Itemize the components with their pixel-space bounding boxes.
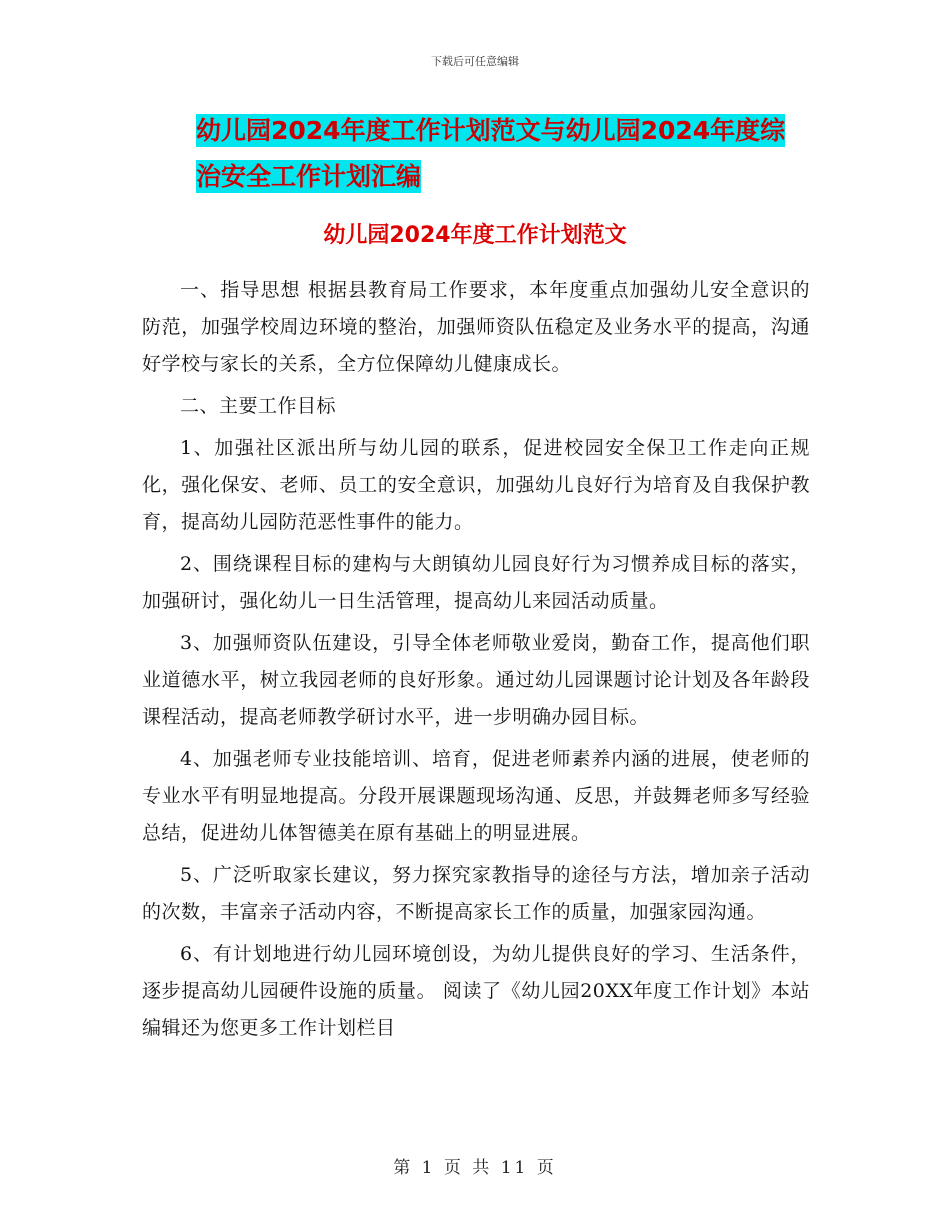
paragraph-goal-1: 1、加强社区派出所与幼儿园的联系，促进校园安全保卫工作走向正规化，强化保安、老师、员工的安全意识，加强幼儿良好行为培育及自我保护教育，提高幼儿园防范恶性事件的能力。	[142, 437, 810, 533]
document-title-text: 幼儿园2024年度工作计划范文与幼儿园2024年度综治安全工作计划汇编	[196, 116, 786, 191]
document-title	[196, 108, 806, 200]
paragraph-goal-2: 2、围绕课程目标的建构与大朗镇幼儿园良好行为习惯养成目标的落实，加强研讨，强化幼儿一日生活管理，提高幼儿来园活动质量。	[142, 553, 810, 612]
paragraph-goal-4: 4、加强老师专业技能培训、培育，促进老师素养内涵的进展，使老师的专业水平有明显地提高。分段开展课题现场沟通、反思，并鼓舞老师多写经验总结，促进幼儿体智德美在原有基础上的明显进展。	[142, 748, 810, 844]
section-title: 幼儿园2024年度工作计划范文	[323, 223, 627, 248]
page-footer: 第 1 页 共 11 页	[393, 1158, 557, 1178]
paragraph-guiding-ideology: 一、指导思想 根据县教育局工作要求，本年度重点加强幼儿安全意识的防范，加强学校周边环境的整治，加强师资队伍稳定及业务水平的提高，沟通好学校与家长的关系，全方位保障幼儿健康成长。	[142, 279, 810, 375]
header-note: 下载后可任意编辑	[431, 55, 519, 68]
paragraph-goal-5: 5、广泛听取家长建议，努力探究家教指导的途径与方法，增加亲子活动的次数，丰富亲子活动内容，不断提高家长工作的质量，加强家园沟通。	[142, 864, 810, 923]
paragraph-goal-6: 6、有计划地进行幼儿园环境创设，为幼儿提供良好的学习、生活条件，逐步提高幼儿园硬件设施的质量。 阅读了《幼儿园20XX年度工作计划》本站编辑还为您更多工作计划栏目	[142, 943, 810, 1039]
document-body	[142, 272, 810, 1047]
paragraph-main-goals-heading: 二、主要工作目标	[180, 395, 337, 417]
paragraph-goal-3: 3、加强师资队伍建设，引导全体老师敬业爱岗，勤奋工作，提高他们职业道德水平，树立我园老师的良好形象。通过幼儿园课题讨论计划及各年龄段课程活动，提高老师教学研讨水平，进一步明确办园目标。	[142, 632, 810, 728]
